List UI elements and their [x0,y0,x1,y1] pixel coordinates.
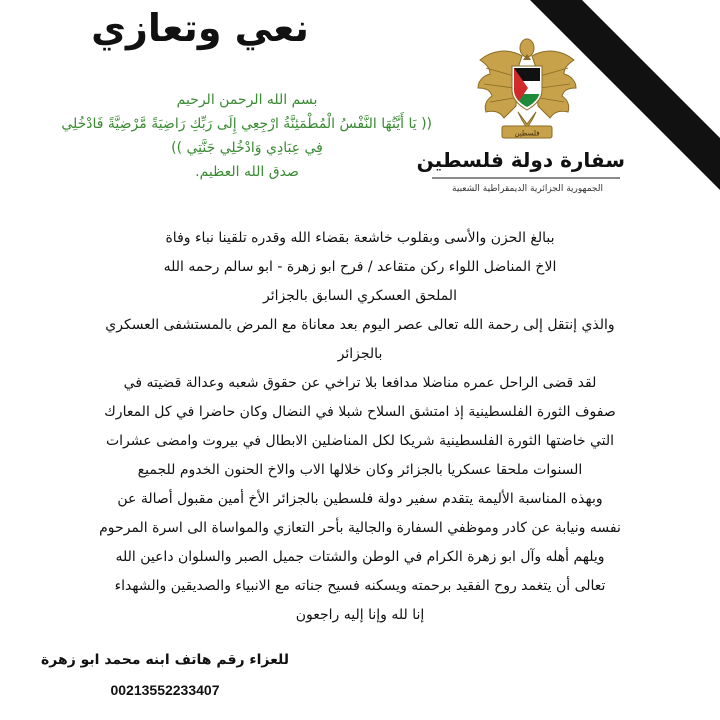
body-line: تعالى أن يتغمد روح الفقيد برحمته ويسكنه فسيح جناته مع الانبياء والصديقين والشهداء [114,578,606,594]
condolence-label: للعزاء رقم هاتف ابنه محمد ابو زهرة [41,652,289,668]
page-title: نعي وتعازي [91,6,309,50]
embassy-name: سفارة دولة فلسطين [416,148,625,172]
verse-line: (( يَا أَيَّتُهَا النَّفْسُ الْمُطْمَئِنَّةُ ارْجِعِي إِلَى رَبِّكِ رَاضِيَةً مَّرْضِيَّةً فَادْخُلِي [61,116,432,132]
republic-name: الجمهورية الجزائرية الديمقراطية الشعبية [452,184,603,194]
body-line: بالجزائر [337,346,383,362]
quran-verse [62,88,432,184]
obituary-body [40,224,680,630]
palestine-eagle-emblem-icon [472,28,582,146]
svg-text:فلسطين: فلسطين [514,129,540,138]
body-line: صفوف الثورة الفلسطينية إذ امتشق السلاح شبلا في النضال وكان حاضرا في كل المعارك [104,404,616,420]
body-line: السنوات ملحقا عسكريا بالجزائر وكان خلالها الاب والاخ الحنون الخدوم للجميع [137,462,583,478]
body-line: ببالغ الحزن والأسى وبقلوب خاشعة بقضاء الله وقدره تلقينا نباء وفاة [165,230,555,246]
body-line: الاخ المناضل اللواء ركن متقاعد / فرح ابو زهرة - ابو سالم رحمه الله [163,259,557,275]
body-line: الملحق العسكري السابق بالجزائر [263,288,457,304]
header-divider [432,177,620,179]
body-line: التي خاضتها الثورة الفلسطينية شريكا لكل المناضلين الابطال في بيروت وامضى عشرات [105,433,614,449]
verse-line: فِي عِبَادِي وَادْخُلِي جَنَّتِي )) [171,140,323,156]
body-line: ويلهم أهله وآل ابو زهرة الكرام في الوطن والشتات جميل الصبر والسلوان داعين الله [115,549,605,565]
body-line: والذي إنتقل إلى رحمة الله تعالى عصر اليوم بعد معاناة مع المرض بالمستشفى العسكري [105,317,615,333]
closing-line: إنا لله وإنا إليه راجعون [295,607,425,623]
body-line: نفسه ونيابة عن كادر وموظفي السفارة والجالية بأحر التعازي والمواساة الى اسرة المرحوم [99,520,621,536]
verse-closing: صدق الله العظيم. [195,164,299,180]
body-line: لقد قضى الراحل عمره مناضلا مدافعا بلا تراخي عن حقوق شعبه وعدالة قضيته في [123,375,597,391]
condolence-contact [40,645,290,705]
body-line: وبهذه المناسبة الأليمة يتقدم سفير دولة فلسطين بالجزائر الأخ أمين مقبول أصالة عن [117,491,603,507]
basmala: بسم الله الرحمن الرحيم [176,92,318,108]
phone-number[interactable]: 00213552233407 [110,682,220,698]
